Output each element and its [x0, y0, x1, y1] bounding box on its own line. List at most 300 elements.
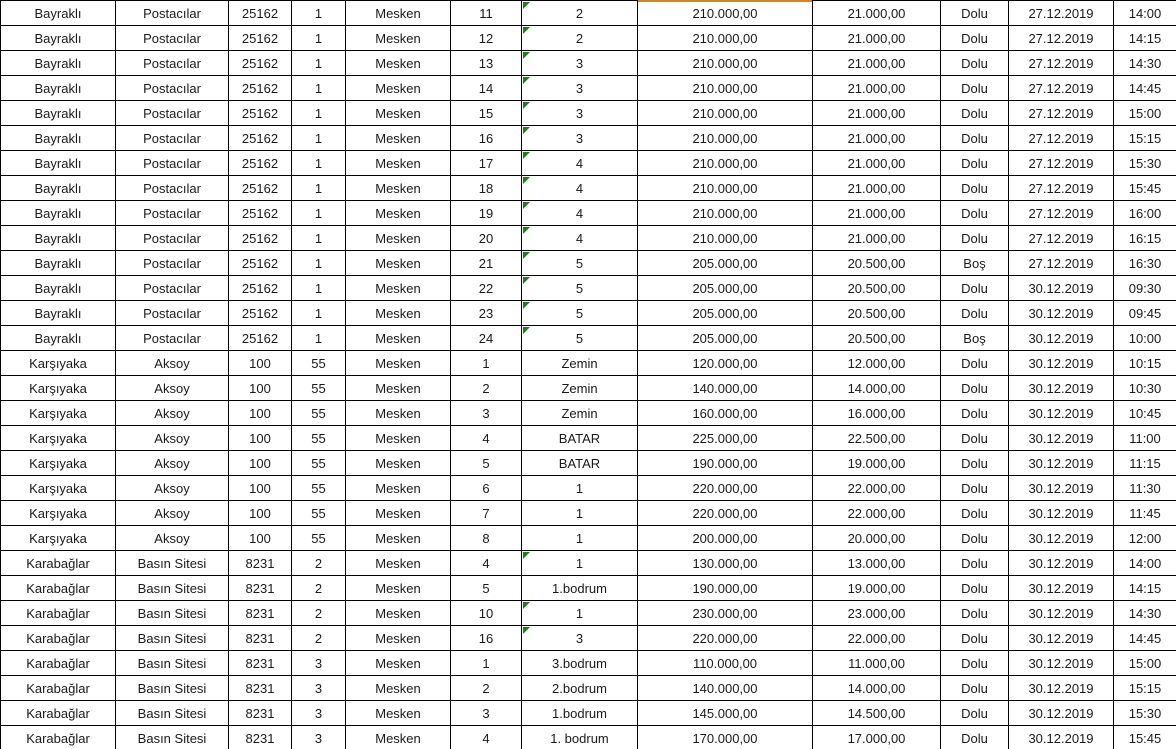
cell-price[interactable]: [638, 176, 813, 201]
cell-status[interactable]: [941, 126, 1009, 151]
cell-time[interactable]: [1114, 526, 1176, 551]
cell-district[interactable]: [1, 251, 116, 276]
cell-block[interactable]: [229, 1, 292, 26]
cell-type[interactable]: [346, 676, 451, 701]
cell-district[interactable]: [1, 226, 116, 251]
cell-time[interactable]: [1114, 351, 1176, 376]
cell-unit[interactable]: [451, 501, 522, 526]
cell-status[interactable]: [941, 226, 1009, 251]
cell-date[interactable]: [1009, 376, 1114, 401]
cell-block[interactable]: [229, 251, 292, 276]
cell-price[interactable]: [638, 601, 813, 626]
cell-parcel[interactable]: [292, 301, 346, 326]
cell-status[interactable]: [941, 501, 1009, 526]
cell-type[interactable]: [346, 151, 451, 176]
cell-parcel[interactable]: [292, 151, 346, 176]
cell-floor[interactable]: [522, 376, 638, 401]
cell-deposit[interactable]: [813, 51, 941, 76]
cell-parcel[interactable]: [292, 1, 346, 26]
cell-district[interactable]: [1, 326, 116, 351]
cell-deposit[interactable]: [813, 526, 941, 551]
cell-deposit[interactable]: [813, 501, 941, 526]
cell-deposit[interactable]: [813, 351, 941, 376]
cell-district[interactable]: [1, 101, 116, 126]
cell-type[interactable]: [346, 201, 451, 226]
cell-floor[interactable]: [522, 101, 638, 126]
cell-time[interactable]: [1114, 626, 1176, 651]
cell-parcel[interactable]: [292, 51, 346, 76]
cell-parcel[interactable]: [292, 376, 346, 401]
cell-status[interactable]: [941, 451, 1009, 476]
cell-unit[interactable]: [451, 651, 522, 676]
cell-time[interactable]: [1114, 676, 1176, 701]
cell-site[interactable]: [116, 701, 229, 726]
cell-price[interactable]: [638, 576, 813, 601]
cell-unit[interactable]: [451, 601, 522, 626]
cell-district[interactable]: [1, 301, 116, 326]
cell-status[interactable]: [941, 76, 1009, 101]
cell-site[interactable]: [116, 426, 229, 451]
cell-unit[interactable]: [451, 151, 522, 176]
cell-district[interactable]: [1, 351, 116, 376]
cell-price[interactable]: [638, 201, 813, 226]
cell-site[interactable]: [116, 451, 229, 476]
cell-unit[interactable]: [451, 526, 522, 551]
cell-deposit[interactable]: [813, 326, 941, 351]
cell-floor[interactable]: [522, 526, 638, 551]
cell-site[interactable]: [116, 176, 229, 201]
cell-date[interactable]: [1009, 451, 1114, 476]
cell-price[interactable]: [638, 626, 813, 651]
cell-district[interactable]: [1, 701, 116, 726]
cell-date[interactable]: [1009, 476, 1114, 501]
cell-date[interactable]: [1009, 201, 1114, 226]
cell-floor[interactable]: [522, 451, 638, 476]
cell-time[interactable]: [1114, 251, 1176, 276]
cell-date[interactable]: [1009, 276, 1114, 301]
cell-status[interactable]: [941, 176, 1009, 201]
cell-status[interactable]: [941, 476, 1009, 501]
cell-type[interactable]: [346, 176, 451, 201]
cell-deposit[interactable]: [813, 701, 941, 726]
cell-parcel[interactable]: [292, 326, 346, 351]
cell-parcel[interactable]: [292, 426, 346, 451]
cell-district[interactable]: [1, 676, 116, 701]
cell-price[interactable]: [638, 426, 813, 451]
cell-floor[interactable]: [522, 201, 638, 226]
cell-unit[interactable]: [451, 201, 522, 226]
cell-parcel[interactable]: [292, 451, 346, 476]
cell-status[interactable]: [941, 201, 1009, 226]
cell-site[interactable]: [116, 476, 229, 501]
cell-block[interactable]: [229, 726, 292, 749]
cell-unit[interactable]: [451, 101, 522, 126]
cell-time[interactable]: [1114, 51, 1176, 76]
cell-time[interactable]: [1114, 226, 1176, 251]
cell-type[interactable]: [346, 576, 451, 601]
cell-unit[interactable]: [451, 451, 522, 476]
cell-floor[interactable]: [522, 126, 638, 151]
cell-unit[interactable]: [451, 676, 522, 701]
cell-status[interactable]: [941, 326, 1009, 351]
cell-site[interactable]: [116, 251, 229, 276]
cell-floor[interactable]: [522, 576, 638, 601]
cell-type[interactable]: [346, 51, 451, 76]
cell-price[interactable]: [638, 76, 813, 101]
cell-unit[interactable]: [451, 126, 522, 151]
cell-parcel[interactable]: [292, 476, 346, 501]
cell-floor[interactable]: [522, 226, 638, 251]
cell-unit[interactable]: [451, 226, 522, 251]
cell-floor[interactable]: [522, 276, 638, 301]
cell-time[interactable]: [1114, 726, 1176, 749]
cell-price[interactable]: [638, 401, 813, 426]
cell-floor[interactable]: [522, 601, 638, 626]
cell-floor[interactable]: [522, 551, 638, 576]
cell-unit[interactable]: [451, 176, 522, 201]
cell-type[interactable]: [346, 1, 451, 26]
cell-type[interactable]: [346, 501, 451, 526]
cell-time[interactable]: [1114, 276, 1176, 301]
cell-floor[interactable]: [522, 251, 638, 276]
cell-district[interactable]: [1, 626, 116, 651]
cell-price[interactable]: [638, 226, 813, 251]
cell-type[interactable]: [346, 626, 451, 651]
cell-floor[interactable]: [522, 301, 638, 326]
cell-unit[interactable]: [451, 26, 522, 51]
cell-price[interactable]: [638, 376, 813, 401]
cell-deposit[interactable]: [813, 651, 941, 676]
cell-price[interactable]: [638, 351, 813, 376]
cell-unit[interactable]: [451, 551, 522, 576]
cell-unit[interactable]: [451, 326, 522, 351]
cell-parcel[interactable]: [292, 576, 346, 601]
cell-parcel[interactable]: [292, 76, 346, 101]
cell-type[interactable]: [346, 601, 451, 626]
cell-site[interactable]: [116, 326, 229, 351]
cell-deposit[interactable]: [813, 726, 941, 749]
cell-time[interactable]: [1114, 201, 1176, 226]
cell-district[interactable]: [1, 476, 116, 501]
cell-block[interactable]: [229, 326, 292, 351]
cell-status[interactable]: [941, 301, 1009, 326]
cell-parcel[interactable]: [292, 201, 346, 226]
cell-unit[interactable]: [451, 276, 522, 301]
cell-price[interactable]: [638, 51, 813, 76]
cell-time[interactable]: [1114, 451, 1176, 476]
cell-district[interactable]: [1, 76, 116, 101]
cell-status[interactable]: [941, 151, 1009, 176]
cell-deposit[interactable]: [813, 401, 941, 426]
cell-site[interactable]: [116, 501, 229, 526]
cell-unit[interactable]: [451, 626, 522, 651]
cell-price[interactable]: [638, 526, 813, 551]
cell-site[interactable]: [116, 226, 229, 251]
cell-site[interactable]: [116, 351, 229, 376]
cell-block[interactable]: [229, 676, 292, 701]
cell-deposit[interactable]: [813, 276, 941, 301]
cell-floor[interactable]: [522, 76, 638, 101]
cell-parcel[interactable]: [292, 401, 346, 426]
cell-date[interactable]: [1009, 176, 1114, 201]
cell-block[interactable]: [229, 351, 292, 376]
cell-floor[interactable]: [522, 651, 638, 676]
cell-type[interactable]: [346, 651, 451, 676]
cell-price[interactable]: [638, 101, 813, 126]
cell-floor[interactable]: [522, 151, 638, 176]
cell-site[interactable]: [116, 26, 229, 51]
cell-block[interactable]: [229, 101, 292, 126]
cell-district[interactable]: [1, 1, 116, 26]
cell-site[interactable]: [116, 601, 229, 626]
cell-unit[interactable]: [451, 76, 522, 101]
cell-type[interactable]: [346, 101, 451, 126]
cell-type[interactable]: [346, 551, 451, 576]
cell-parcel[interactable]: [292, 176, 346, 201]
cell-deposit[interactable]: [813, 1, 941, 26]
cell-district[interactable]: [1, 601, 116, 626]
cell-unit[interactable]: [451, 576, 522, 601]
cell-date[interactable]: [1009, 526, 1114, 551]
cell-status[interactable]: [941, 626, 1009, 651]
cell-deposit[interactable]: [813, 451, 941, 476]
cell-status[interactable]: [941, 26, 1009, 51]
cell-block[interactable]: [229, 126, 292, 151]
cell-status[interactable]: [941, 1, 1009, 26]
cell-unit[interactable]: [451, 701, 522, 726]
cell-site[interactable]: [116, 126, 229, 151]
cell-type[interactable]: [346, 376, 451, 401]
cell-status[interactable]: [941, 726, 1009, 749]
cell-block[interactable]: [229, 26, 292, 51]
cell-parcel[interactable]: [292, 526, 346, 551]
cell-block[interactable]: [229, 526, 292, 551]
cell-price[interactable]: [638, 476, 813, 501]
cell-unit[interactable]: [451, 301, 522, 326]
cell-block[interactable]: [229, 426, 292, 451]
cell-district[interactable]: [1, 376, 116, 401]
cell-deposit[interactable]: [813, 576, 941, 601]
cell-unit[interactable]: [451, 351, 522, 376]
cell-site[interactable]: [116, 301, 229, 326]
cell-deposit[interactable]: [813, 151, 941, 176]
cell-unit[interactable]: [451, 426, 522, 451]
cell-floor[interactable]: [522, 176, 638, 201]
cell-type[interactable]: [346, 351, 451, 376]
cell-parcel[interactable]: [292, 251, 346, 276]
cell-unit[interactable]: [451, 1, 522, 26]
cell-deposit[interactable]: [813, 676, 941, 701]
cell-block[interactable]: [229, 601, 292, 626]
cell-parcel[interactable]: [292, 26, 346, 51]
cell-price[interactable]: [638, 451, 813, 476]
cell-district[interactable]: [1, 551, 116, 576]
cell-site[interactable]: [116, 726, 229, 749]
cell-parcel[interactable]: [292, 351, 346, 376]
cell-site[interactable]: [116, 551, 229, 576]
cell-time[interactable]: [1114, 651, 1176, 676]
cell-status[interactable]: [941, 551, 1009, 576]
cell-status[interactable]: [941, 701, 1009, 726]
cell-time[interactable]: [1114, 76, 1176, 101]
cell-unit[interactable]: [451, 251, 522, 276]
cell-type[interactable]: [346, 276, 451, 301]
cell-type[interactable]: [346, 251, 451, 276]
cell-floor[interactable]: [522, 401, 638, 426]
cell-district[interactable]: [1, 651, 116, 676]
cell-time[interactable]: [1114, 301, 1176, 326]
cell-date[interactable]: [1009, 401, 1114, 426]
cell-site[interactable]: [116, 651, 229, 676]
cell-type[interactable]: [346, 226, 451, 251]
cell-date[interactable]: [1009, 651, 1114, 676]
cell-floor[interactable]: [522, 726, 638, 749]
cell-district[interactable]: [1, 126, 116, 151]
cell-time[interactable]: [1114, 101, 1176, 126]
cell-floor[interactable]: [522, 501, 638, 526]
cell-unit[interactable]: [451, 51, 522, 76]
cell-floor[interactable]: [522, 676, 638, 701]
cell-deposit[interactable]: [813, 226, 941, 251]
cell-parcel[interactable]: [292, 551, 346, 576]
cell-time[interactable]: [1114, 551, 1176, 576]
cell-block[interactable]: [229, 451, 292, 476]
cell-date[interactable]: [1009, 551, 1114, 576]
cell-date[interactable]: [1009, 251, 1114, 276]
cell-floor[interactable]: [522, 26, 638, 51]
cell-block[interactable]: [229, 651, 292, 676]
cell-district[interactable]: [1, 276, 116, 301]
cell-site[interactable]: [116, 626, 229, 651]
cell-date[interactable]: [1009, 301, 1114, 326]
cell-type[interactable]: [346, 526, 451, 551]
cell-status[interactable]: [941, 276, 1009, 301]
cell-type[interactable]: [346, 401, 451, 426]
cell-floor[interactable]: [522, 701, 638, 726]
cell-block[interactable]: [229, 501, 292, 526]
cell-block[interactable]: [229, 276, 292, 301]
cell-date[interactable]: [1009, 601, 1114, 626]
cell-price[interactable]: [638, 251, 813, 276]
cell-floor[interactable]: [522, 476, 638, 501]
cell-date[interactable]: [1009, 426, 1114, 451]
cell-deposit[interactable]: [813, 126, 941, 151]
cell-deposit[interactable]: [813, 176, 941, 201]
cell-date[interactable]: [1009, 126, 1114, 151]
cell-unit[interactable]: [451, 726, 522, 749]
cell-price[interactable]: [638, 276, 813, 301]
cell-parcel[interactable]: [292, 601, 346, 626]
cell-block[interactable]: [229, 576, 292, 601]
cell-time[interactable]: [1114, 476, 1176, 501]
cell-block[interactable]: [229, 176, 292, 201]
cell-deposit[interactable]: [813, 601, 941, 626]
cell-district[interactable]: [1, 451, 116, 476]
cell-block[interactable]: [229, 376, 292, 401]
cell-time[interactable]: [1114, 326, 1176, 351]
cell-status[interactable]: [941, 426, 1009, 451]
cell-parcel[interactable]: [292, 101, 346, 126]
cell-unit[interactable]: [451, 476, 522, 501]
cell-block[interactable]: [229, 201, 292, 226]
cell-block[interactable]: [229, 51, 292, 76]
cell-price[interactable]: [638, 26, 813, 51]
cell-site[interactable]: [116, 51, 229, 76]
cell-parcel[interactable]: [292, 726, 346, 749]
cell-date[interactable]: [1009, 1, 1114, 26]
cell-date[interactable]: [1009, 501, 1114, 526]
cell-district[interactable]: [1, 201, 116, 226]
cell-site[interactable]: [116, 1, 229, 26]
cell-district[interactable]: [1, 576, 116, 601]
cell-type[interactable]: [346, 726, 451, 749]
cell-price[interactable]: [638, 151, 813, 176]
cell-status[interactable]: [941, 651, 1009, 676]
cell-price[interactable]: [638, 726, 813, 749]
cell-date[interactable]: [1009, 701, 1114, 726]
cell-deposit[interactable]: [813, 201, 941, 226]
cell-site[interactable]: [116, 376, 229, 401]
cell-price[interactable]: [638, 1, 813, 26]
cell-block[interactable]: [229, 151, 292, 176]
cell-type[interactable]: [346, 301, 451, 326]
cell-status[interactable]: [941, 376, 1009, 401]
cell-date[interactable]: [1009, 226, 1114, 251]
cell-time[interactable]: [1114, 601, 1176, 626]
cell-date[interactable]: [1009, 351, 1114, 376]
cell-deposit[interactable]: [813, 626, 941, 651]
cell-site[interactable]: [116, 276, 229, 301]
cell-unit[interactable]: [451, 401, 522, 426]
cell-district[interactable]: [1, 401, 116, 426]
cell-time[interactable]: [1114, 26, 1176, 51]
cell-status[interactable]: [941, 601, 1009, 626]
cell-type[interactable]: [346, 326, 451, 351]
cell-price[interactable]: [638, 676, 813, 701]
cell-type[interactable]: [346, 126, 451, 151]
cell-parcel[interactable]: [292, 701, 346, 726]
cell-district[interactable]: [1, 526, 116, 551]
cell-type[interactable]: [346, 76, 451, 101]
cell-block[interactable]: [229, 551, 292, 576]
cell-date[interactable]: [1009, 726, 1114, 749]
cell-district[interactable]: [1, 26, 116, 51]
cell-deposit[interactable]: [813, 251, 941, 276]
cell-time[interactable]: [1114, 401, 1176, 426]
cell-district[interactable]: [1, 51, 116, 76]
cell-deposit[interactable]: [813, 101, 941, 126]
cell-floor[interactable]: [522, 1, 638, 26]
cell-time[interactable]: [1114, 501, 1176, 526]
cell-status[interactable]: [941, 101, 1009, 126]
cell-district[interactable]: [1, 726, 116, 749]
cell-type[interactable]: [346, 476, 451, 501]
cell-deposit[interactable]: [813, 426, 941, 451]
cell-deposit[interactable]: [813, 76, 941, 101]
cell-type[interactable]: [346, 26, 451, 51]
cell-parcel[interactable]: [292, 276, 346, 301]
cell-site[interactable]: [116, 101, 229, 126]
cell-price[interactable]: [638, 701, 813, 726]
cell-status[interactable]: [941, 351, 1009, 376]
cell-block[interactable]: [229, 226, 292, 251]
cell-block[interactable]: [229, 626, 292, 651]
cell-parcel[interactable]: [292, 501, 346, 526]
cell-floor[interactable]: [522, 351, 638, 376]
cell-status[interactable]: [941, 676, 1009, 701]
cell-time[interactable]: [1114, 426, 1176, 451]
cell-site[interactable]: [116, 201, 229, 226]
